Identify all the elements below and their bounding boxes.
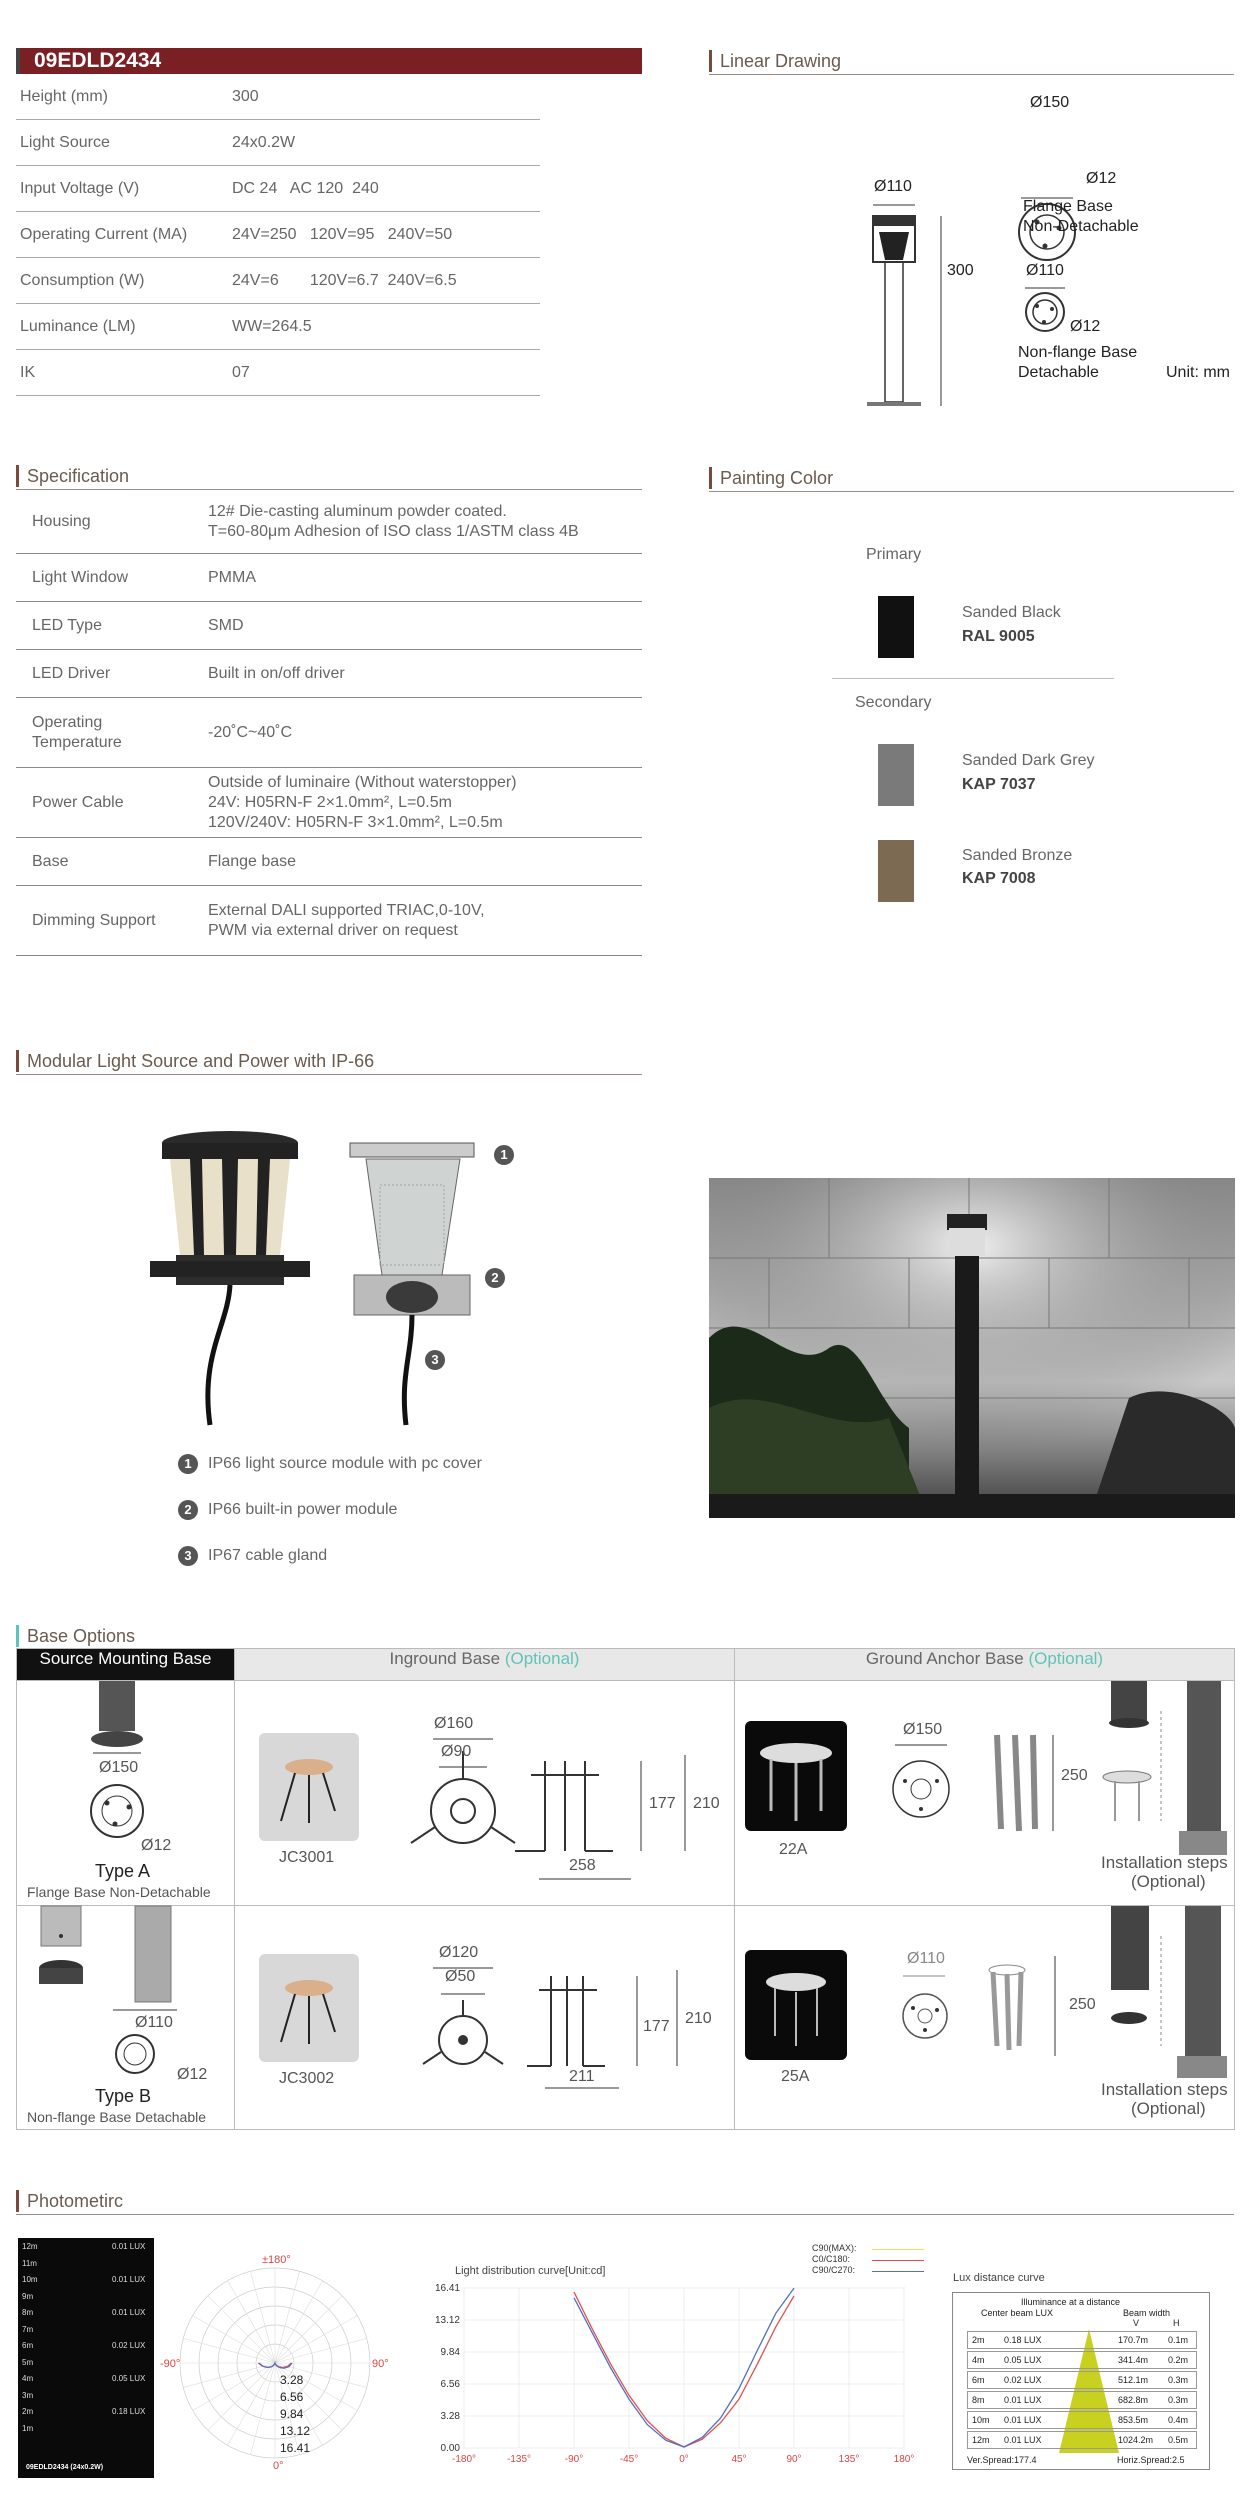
lux-value-label: 0.02 LUX (112, 2341, 146, 2350)
parameter-row (16, 258, 540, 304)
dim-211: 211 (569, 2068, 595, 2085)
lux-table-row (967, 2431, 1197, 2449)
module-illustration (130, 1125, 540, 1425)
color-code: RAL 9005 (962, 628, 1035, 645)
color-name: Sanded Black (962, 604, 1061, 621)
x-tick-label: -180° (451, 2454, 477, 2465)
spec-row (16, 602, 642, 650)
legend-text: IP67 cable gland (208, 1547, 328, 1564)
optional-label: (Optional) (1131, 2099, 1206, 2118)
spec-value-line: T=60-80μm Adhesion of ISO class 1/ASTM class 4B (208, 523, 579, 540)
lux-distance: 2m (972, 2335, 985, 2345)
y-tick-label: 9.84 (440, 2347, 460, 2358)
param-label: Height (mm) (20, 88, 109, 105)
base-options-title: Base Options (16, 1625, 135, 1647)
type-a-desc: Flange Base Non-Detachable (27, 1884, 211, 1900)
lux-table-row (967, 2411, 1197, 2429)
spec-value-line: PMMA (208, 569, 256, 586)
dim-250: 250 (1069, 1996, 1096, 2013)
divider (709, 74, 1234, 75)
distance-label: 3m (22, 2390, 34, 2400)
jc3002-code: JC3002 (279, 2070, 335, 2087)
legend-number: 3 (178, 1546, 198, 1566)
type-b-label: Type B (95, 2086, 152, 2106)
type-a-label: Type A (95, 1861, 151, 1881)
dim-d160: Ø160 (434, 1715, 474, 1732)
spec-value-line: 12# Die-casting aluminum powder coated. (208, 503, 507, 520)
photometric-title: Photometirc (16, 2190, 123, 2212)
callout-2: 2 (485, 1268, 505, 1288)
dim-d120: Ø120 (439, 1944, 479, 1961)
polar-ring-label: 6.56 (280, 2390, 304, 2404)
spec-row (16, 490, 642, 554)
beam-width-h: 0.3m (1168, 2395, 1189, 2405)
horizontal-spread: Horiz.Spread:2.5 (1117, 2455, 1185, 2465)
lux-table-row (967, 2391, 1197, 2409)
legend-text: IP66 built-in power module (208, 1501, 398, 1518)
installation-steps-label: Installation steps (1101, 1853, 1228, 1872)
lux-value: 0.01 LUX (1004, 2395, 1042, 2405)
col-ground-anchor: Ground Anchor Base (Optional) (735, 1649, 1235, 1681)
distance-label: 4m (22, 2374, 34, 2383)
non-detachable-label: Non-Detachable (1023, 218, 1139, 235)
spec-value (208, 502, 579, 542)
model-caption: 09EDLD2434 (24x0.2W) (26, 2464, 104, 2471)
dim-d150: Ø150 (1030, 94, 1070, 111)
base-options-table (16, 1648, 1235, 2130)
spec-row (16, 650, 642, 698)
inground-jc3001-cell (235, 1681, 735, 1906)
lux-distance: 4m (972, 2355, 985, 2365)
dim-d90: Ø90 (441, 1743, 472, 1760)
painting-color-title: Painting Color (709, 467, 833, 489)
spec-value-line: PWM via external driver on request (208, 922, 458, 939)
param-value: 24V=250 120V=95 240V=50 (232, 226, 453, 243)
lux-value-label: 0.18 LUX (112, 2407, 146, 2416)
model-title: 09EDLD2434 (16, 48, 642, 74)
spec-value-line: -20˚C~40˚C (208, 724, 293, 741)
lux-table-header-v: V (1133, 2318, 1140, 2328)
x-tick-label: 90° (786, 2454, 802, 2465)
polar-top-label: ±180° (262, 2254, 291, 2266)
beam-width-v: 853.5m (1118, 2415, 1149, 2425)
spec-value (208, 664, 345, 684)
spec-label: Base (32, 853, 69, 870)
spec-value-line: Built in on/off driver (208, 665, 345, 682)
spec-label: Housing (32, 513, 91, 530)
spec-value (208, 852, 296, 872)
polar-spoke (275, 2338, 367, 2363)
spec-row (16, 554, 642, 602)
col-inground: Inground Base (Optional) (235, 1649, 735, 1681)
x-tick-label: -45° (619, 2454, 639, 2465)
lux-distance: 12m (972, 2435, 990, 2445)
lux-value: 0.01 LUX (1004, 2435, 1042, 2445)
distance-label: 5m (22, 2357, 34, 2367)
beam-width-v: 512.1m (1118, 2375, 1149, 2385)
non-flange-label: Non-flange Base (1018, 344, 1138, 361)
type-a-cell (17, 1681, 235, 1906)
divider (832, 678, 1114, 679)
parameter-row (16, 166, 540, 212)
polar-ring-label: 9.84 (280, 2407, 304, 2421)
beam-width-v: 682.8m (1118, 2395, 1149, 2405)
legend-label: C90/C270: (812, 2265, 856, 2275)
unit-label: Unit: mm (1166, 364, 1230, 381)
parameter-row (16, 74, 540, 120)
polar-spoke (183, 2363, 275, 2388)
type-b-cell (17, 1906, 235, 2130)
polar-spoke (183, 2338, 275, 2363)
distance-label: 10m (22, 2275, 38, 2284)
lux-distance: 8m (972, 2395, 985, 2405)
spec-value-line: Outside of luminaire (Without waterstopper) (208, 774, 517, 791)
polar-ring-label: 16.41 (280, 2441, 311, 2455)
spec-label: LED Driver (32, 665, 111, 682)
22a-code: 22A (779, 1841, 808, 1858)
parameter-row (16, 304, 540, 350)
dim-d12: Ø12 (1086, 170, 1117, 187)
spec-value-line: SMD (208, 617, 244, 634)
spec-value (208, 568, 256, 588)
divider (16, 1074, 642, 1075)
specification-title: Specification (16, 465, 129, 487)
light-distribution-chart (434, 2280, 940, 2480)
spec-label: Power Cable (32, 794, 124, 811)
lux-value-label: 0.01 LUX (112, 2308, 146, 2317)
vertical-spread: Ver.Spread:177.4 (967, 2455, 1037, 2465)
param-label: IK (20, 364, 36, 381)
legend-swatch (872, 2260, 924, 2261)
distance-label: 1m (22, 2423, 34, 2433)
legend-label: C90(MAX): (812, 2243, 857, 2253)
legend-text: IP66 light source module with pc cover (208, 1455, 482, 1472)
polar-spoke (275, 2296, 342, 2363)
jc3001-code: JC3001 (279, 1849, 335, 1866)
swatch-grey (878, 744, 914, 806)
lux-table-row (967, 2371, 1197, 2389)
spec-value-line: External DALI supported TRIAC,0-10V, (208, 902, 485, 919)
beam-width-h: 0.2m (1168, 2355, 1189, 2365)
param-label: Light Source (20, 134, 110, 151)
col-source-mounting: Source Mounting Base (17, 1649, 235, 1681)
flange-label: Flange Base (1023, 198, 1113, 215)
lux-value-label: 0.01 LUX (112, 2275, 146, 2284)
divider (16, 2214, 1234, 2215)
lux-table-row (967, 2351, 1197, 2369)
distance-label: 6m (22, 2341, 34, 2350)
polar-plot (150, 2255, 400, 2475)
dim-210: 210 (685, 2010, 712, 2027)
legend-swatch (872, 2271, 924, 2272)
dim-177: 177 (649, 1795, 676, 1812)
param-label: Luminance (LM) (20, 318, 136, 335)
x-tick-label: 135° (838, 2454, 860, 2465)
dim-d150: Ø150 (903, 1721, 943, 1738)
lux-table-row (967, 2331, 1197, 2349)
legend-number: 1 (178, 1454, 198, 1474)
dim-d12: Ø12 (141, 1837, 172, 1854)
spec-label: LED Type (32, 617, 102, 634)
param-value: 24x0.2W (232, 134, 296, 151)
beam-width-v: 170.7m (1118, 2335, 1149, 2345)
spec-row (16, 698, 642, 768)
lux-distance-table (952, 2292, 1210, 2470)
y-tick-label: 13.12 (434, 2315, 460, 2326)
y-tick-label: 6.56 (440, 2379, 460, 2390)
spec-label: Light Window (32, 569, 129, 586)
y-tick-label: 3.28 (440, 2411, 460, 2422)
distance-label: 2m (22, 2407, 34, 2416)
beam-width-h: 0.3m (1168, 2375, 1189, 2385)
polar-spoke (208, 2296, 275, 2363)
polar-spoke (228, 2281, 276, 2363)
param-value: 07 (232, 364, 250, 381)
x-tick-label: 180° (893, 2454, 915, 2465)
beam-width-h: 0.4m (1168, 2415, 1189, 2425)
spec-value (208, 773, 517, 833)
spec-value-line: 120V/240V: H05RN-F 3×1.0mm², L=0.5m (208, 814, 503, 831)
dim-d12: Ø12 (177, 2066, 208, 2083)
lux-table-header-h: H (1173, 2318, 1180, 2328)
x-tick-label: 0° (679, 2454, 689, 2465)
lux-value-label: 0.05 LUX (112, 2374, 146, 2383)
callout-1: 1 (494, 1145, 514, 1165)
lux-distance: 6m (972, 2375, 985, 2385)
lux-value-label: 0.01 LUX (112, 2242, 146, 2251)
polar-spoke (250, 2363, 275, 2455)
distance-label: 12m (22, 2242, 38, 2251)
dim-177: 177 (643, 2018, 670, 2035)
lux-distance: 10m (972, 2415, 990, 2425)
curve-title: Light distribution curve[Unit:cd] (455, 2265, 606, 2277)
polar-spoke (208, 2363, 275, 2430)
non-flange-base-icon (1025, 288, 1065, 331)
dim-d110: Ø110 (135, 2014, 173, 2031)
color-code: KAP 7008 (962, 870, 1036, 887)
lux-table-header: Beam width (1123, 2308, 1171, 2318)
ground-anchor-25a-cell (735, 1906, 1235, 2130)
legend-number: 2 (178, 1500, 198, 1520)
lamp-head-icon (150, 1131, 310, 1425)
polar-left-label: -90° (160, 2358, 181, 2370)
spec-value (208, 723, 292, 743)
polar-spoke (275, 2281, 323, 2363)
primary-label: Primary (866, 546, 922, 563)
fixture-side-view-icon (867, 205, 941, 406)
polar-spoke (275, 2271, 300, 2363)
color-name: Sanded Dark Grey (962, 752, 1095, 769)
ground-anchor-22a-cell (735, 1681, 1235, 1906)
x-tick-label: -90° (564, 2454, 584, 2465)
optional-label: (Optional) (1131, 1872, 1206, 1891)
beam-width-v: 1024.2m (1118, 2435, 1154, 2445)
dim-d110: Ø110 (874, 178, 912, 195)
lux-value: 0.02 LUX (1004, 2375, 1042, 2385)
lamp-cutaway-icon (350, 1143, 474, 1425)
dim-258: 258 (569, 1857, 596, 1874)
polar-spoke (275, 2316, 357, 2364)
beam-width-h: 0.5m (1168, 2435, 1189, 2445)
callout-3: 3 (425, 1350, 445, 1370)
param-value: DC 24 AC 120 240 (232, 180, 379, 197)
legend-swatch (872, 2249, 924, 2250)
dim-210: 210 (693, 1795, 720, 1812)
parameter-row (16, 212, 540, 258)
param-value: 300 (232, 88, 259, 105)
divider (709, 491, 1234, 492)
spec-value (208, 616, 244, 636)
lux-table-header: Center beam LUX (981, 2308, 1054, 2318)
polar-right-label: 90° (372, 2358, 389, 2370)
secondary-label: Secondary (855, 694, 932, 711)
param-label: Operating Current (MA) (20, 226, 188, 243)
param-value: WW=264.5 (232, 318, 312, 335)
inground-jc3002-cell (235, 1906, 735, 2130)
jc3001-drawing (235, 1681, 735, 1906)
detachable-label: Detachable (1018, 364, 1099, 381)
swatch-black (878, 596, 914, 658)
color-name: Sanded Bronze (962, 847, 1073, 864)
parameter-row (16, 120, 540, 166)
spec-row (16, 886, 642, 956)
spec-row (16, 838, 642, 886)
lux-value: 0.18 LUX (1004, 2335, 1042, 2345)
dim-d12-b: Ø12 (1070, 318, 1101, 335)
polar-bottom-label: 0° (273, 2460, 284, 2472)
color-code: KAP 7037 (962, 776, 1036, 793)
spec-label: Dimming Support (32, 912, 156, 929)
product-photo (709, 1178, 1235, 1518)
param-value: 24V=6 120V=6.7 240V=6.5 (232, 272, 457, 289)
type-b-desc: Non-flange Base Detachable (27, 2109, 207, 2125)
dim-d110-b: Ø110 (1026, 262, 1064, 279)
beam-width-h: 0.1m (1168, 2335, 1189, 2345)
distance-label: 8m (22, 2308, 34, 2317)
linear-drawing (709, 80, 1239, 400)
dim-height: 300 (947, 262, 974, 279)
lux-table-title: Illuminance at a distance (1021, 2297, 1121, 2307)
legend-label: C0/C180: (812, 2254, 851, 2264)
spec-row (16, 768, 642, 838)
lux-distance-title: Lux distance curve (953, 2272, 1045, 2284)
x-tick-label: 45° (731, 2454, 747, 2465)
param-label: Consumption (W) (20, 272, 145, 289)
distance-label: 7m (22, 2324, 34, 2334)
dim-250: 250 (1061, 1767, 1088, 1784)
dim-d50: Ø50 (445, 1968, 476, 1985)
lux-value: 0.05 LUX (1004, 2355, 1042, 2365)
installation-steps-label: Installation steps (1101, 2080, 1228, 2099)
y-tick-label: 16.41 (434, 2283, 460, 2294)
polar-spoke (228, 2363, 276, 2445)
x-tick-label: -135° (506, 2454, 532, 2465)
beam-lux-image (18, 2238, 154, 2478)
dim-d110: Ø110 (907, 1950, 945, 1967)
param-label: Input Voltage (V) (20, 180, 140, 197)
spec-value-line: 24V: H05RN-F 2×1.0mm², L=0.5m (208, 794, 452, 811)
beam-width-v: 341.4m (1118, 2355, 1149, 2365)
polar-ring-label: 13.12 (280, 2424, 311, 2438)
polar-ring-label: 3.28 (280, 2373, 304, 2387)
modular-title: Modular Light Source and Power with IP-66 (16, 1050, 374, 1072)
spec-label: Operating Temperature (32, 714, 122, 751)
25a-code: 25A (781, 2068, 810, 2085)
swatch-bronze (878, 840, 914, 902)
distance-label: 11m (22, 2258, 37, 2268)
y-tick-label: 0.00 (440, 2443, 460, 2454)
dim-d150: Ø150 (99, 1759, 139, 1776)
lux-value: 0.01 LUX (1004, 2415, 1042, 2425)
spec-value-line: Flange base (208, 853, 297, 870)
polar-spoke (193, 2363, 275, 2411)
parameter-row (16, 350, 540, 396)
distance-label: 9m (22, 2291, 34, 2301)
polar-spoke (193, 2316, 275, 2364)
spec-value (208, 901, 485, 941)
linear-drawing-title: Linear Drawing (709, 50, 841, 72)
polar-spoke (250, 2271, 275, 2363)
